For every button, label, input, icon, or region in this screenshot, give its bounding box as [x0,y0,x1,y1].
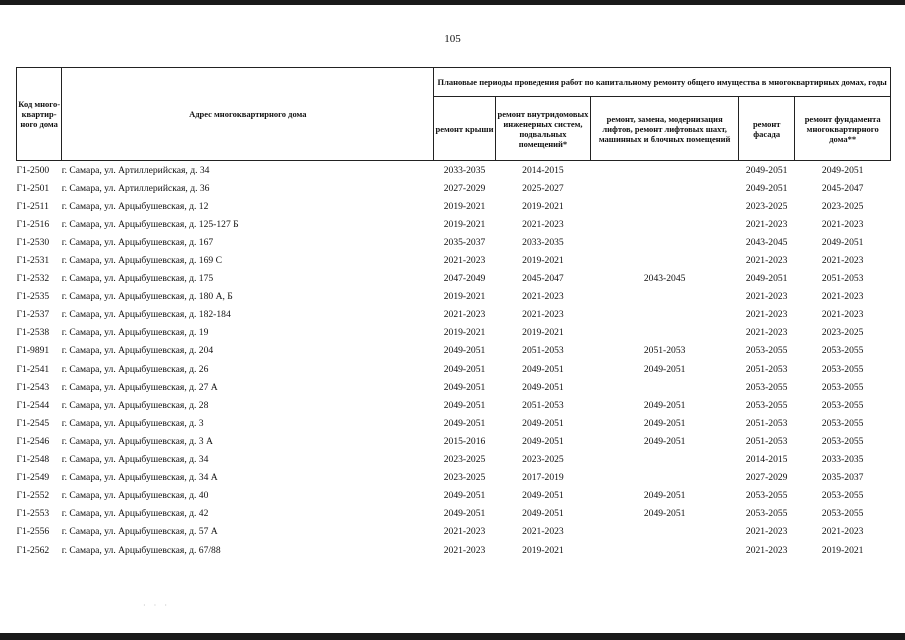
row-lifts: 2049-2051 [643,490,686,502]
table-row [17,414,891,432]
row-roof: 2019-2021 [443,291,486,303]
row-code: Г1-9891 [16,345,50,357]
row-foundation: 2053-2055 [821,381,864,393]
header-roof: ремонт крыши [434,97,495,161]
row-lifts [591,197,739,215]
row-code: Г1-2546 [16,435,50,447]
row-lifts: 2049-2051 [643,363,686,375]
table-row [17,378,891,396]
row-foundation: 2053-2055 [821,490,864,502]
row-roof: 2049-2051 [443,508,486,520]
header-lifts: ремонт, замена, модернизация лифтов, ремонт лифтовых шахт, машинных и блочных помещений [591,97,739,161]
row-facade: 2027-2029 [745,472,788,484]
row-facade: 2043-2045 [745,236,788,248]
row-code: Г1-2531 [16,255,50,267]
row-roof: 2049-2051 [443,381,486,393]
row-roof: 2015-2016 [443,435,486,447]
row-lifts [591,179,739,197]
row-lifts: 2049-2051 [643,417,686,429]
row-roof: 2023-2025 [443,472,486,484]
row-address: г. Самара, ул. Артиллерийская, д. 36 [61,182,210,194]
row-address: г. Самара, ул. Арцыбушевская, д. 26 [61,363,209,375]
row-systems: 2021-2023 [522,291,564,303]
row-facade: 2014-2015 [745,454,788,466]
row-systems: 2023-2025 [522,454,564,466]
row-roof: 2049-2051 [443,363,486,375]
row-systems: 2049-2051 [522,435,564,447]
row-code: Г1-2535 [16,291,50,303]
table-row [17,469,891,487]
row-systems: 2021-2023 [522,309,564,321]
row-systems: 2049-2051 [522,363,564,375]
row-address: г. Самара, ул. Арцыбушевская, д. 169 С [61,255,222,267]
row-systems: 2019-2021 [522,255,564,267]
row-facade: 2051-2053 [745,363,788,375]
row-code: Г1-2552 [16,490,50,502]
table-row [17,161,891,180]
row-code: Г1-2530 [16,236,50,248]
table-row [17,396,891,414]
row-code: Г1-2511 [16,200,49,212]
row-code: Г1-2532 [16,273,50,285]
row-roof: 2049-2051 [443,417,486,429]
table-row [17,215,891,233]
row-foundation: 2053-2055 [821,345,864,357]
row-lifts [591,251,739,269]
row-foundation: 2023-2025 [821,200,864,212]
row-foundation: 2053-2055 [821,435,864,447]
header-periods: Плановые периоды проведения работ по капитальному ремонту общего имущества в многоквартирных домах, годы [434,68,891,97]
row-facade: 2049-2051 [745,182,788,194]
table-row [17,523,891,541]
table-row [17,432,891,450]
header-systems: ремонт внутридомовых инженерных систем, подвальных помещений* [495,97,591,161]
row-facade: 2021-2023 [745,526,788,538]
row-roof: 2021-2023 [443,309,486,321]
row-foundation: 2023-2025 [821,327,864,339]
row-code: Г1-2500 [17,161,62,180]
row-facade: 2053-2055 [745,399,788,411]
table-row [17,541,891,559]
row-code: Г1-2545 [16,417,50,429]
row-address: г. Самара, ул. Арцыбушевская, д. 175 [61,273,214,285]
row-foundation: 2053-2055 [821,417,864,429]
row-roof: 2033-2035 [434,161,495,180]
row-address: г. Самара, ул. Арцыбушевская, д. 34 А [61,472,218,484]
row-foundation: 2045-2047 [821,182,864,194]
row-facade: 2051-2053 [745,435,788,447]
row-foundation: 2021-2023 [821,255,864,267]
row-code: Г1-2537 [16,309,50,321]
row-roof: 2023-2025 [443,454,486,466]
row-address: г. Самара, ул. Арцыбушевская, д. 34 [61,454,209,466]
row-lifts: 2049-2051 [643,508,686,520]
row-facade: 2051-2053 [745,417,788,429]
row-address: г. Самара, ул. Арцыбушевская, д. 3 [61,417,204,429]
table-row [17,451,891,469]
row-address: г. Самара, ул. Арцыбушевская, д. 182-184 [61,309,231,321]
row-code: Г1-2548 [16,454,50,466]
row-lifts [591,215,739,233]
row-address: г. Самара, ул. Арцыбушевская, д. 3 А [61,435,213,447]
row-lifts [591,233,739,251]
row-roof: 2019-2021 [443,200,486,212]
row-systems: 2049-2051 [522,490,564,502]
table-row [17,270,891,288]
row-roof: 2019-2021 [443,327,486,339]
row-foundation: 2035-2037 [821,472,864,484]
row-systems: 2019-2021 [522,327,564,339]
row-foundation: 2021-2023 [821,526,864,538]
row-systems: 2045-2047 [522,273,564,285]
row-address: г. Самара, ул. Арцыбушевская, д. 167 [61,236,214,248]
row-address: г. Самара, ул. Арцыбушевская, д. 67/88 [61,544,221,556]
page-number: 105 [444,33,461,45]
row-address: г. Самара, ул. Арцыбушевская, д. 12 [61,200,209,212]
row-address: г. Самара, ул. Арцыбушевская, д. 57 А [61,526,218,538]
row-lifts [591,469,739,487]
row-address: г. Самара, ул. Арцыбушевская, д. 204 [61,345,214,357]
row-address: г. Самара, ул. Артиллерийская, д. 34 [62,161,434,180]
row-facade: 2053-2055 [745,490,788,502]
row-lifts: 2049-2051 [643,399,686,411]
scan-bottom-border [0,633,905,640]
row-facade: 2021-2023 [745,544,788,556]
row-roof: 2049-2051 [443,490,486,502]
row-facade: 2053-2055 [745,508,788,520]
row-systems: 2049-2051 [522,508,564,520]
row-code: Г1-2501 [16,182,50,194]
row-lifts [591,523,739,541]
row-address: г. Самара, ул. Арцыбушевская, д. 40 [61,490,209,502]
row-roof: 2049-2051 [443,399,486,411]
row-address: г. Самара, ул. Арцыбушевская, д. 125-127 Б [61,218,239,230]
row-code: Г1-2544 [16,399,50,411]
row-code: Г1-2562 [16,544,50,556]
header-foundation: ремонт фундамента многоквартирного дома** [795,97,891,161]
row-systems: 2051-2053 [522,345,564,357]
row-systems: 2025-2027 [522,182,564,194]
row-facade: 2021-2023 [745,309,788,321]
table-body [17,161,891,560]
row-foundation: 2019-2021 [821,544,864,556]
row-facade: 2049-2051 [739,161,795,180]
row-lifts [591,451,739,469]
header-facade: ремонт фасада [739,97,795,161]
row-lifts [591,324,739,342]
row-facade: 2021-2023 [745,218,788,230]
row-roof: 2035-2037 [443,236,486,248]
header-address: Адрес многоквартирного дома [62,68,434,161]
table-row [17,342,891,360]
row-address: г. Самара, ул. Арцыбушевская, д. 27 А [61,381,218,393]
row-foundation: 2049-2051 [795,161,891,180]
row-roof: 2021-2023 [443,526,486,538]
row-foundation: 2021-2023 [821,309,864,321]
row-foundation: 2021-2023 [821,218,864,230]
table-row [17,360,891,378]
row-lifts [591,306,739,324]
row-code: Г1-2553 [16,508,50,520]
table-row [17,179,891,197]
row-lifts [591,161,739,180]
row-facade: 2021-2023 [745,327,788,339]
row-roof: 2021-2023 [443,255,486,267]
row-roof: 2019-2021 [443,218,486,230]
table-row [17,505,891,523]
row-roof: 2047-2049 [443,273,486,285]
table-row [17,233,891,251]
row-lifts: 2043-2045 [643,273,686,285]
row-facade: 2021-2023 [745,255,788,267]
row-roof: 2049-2051 [443,345,486,357]
table-row [17,197,891,215]
row-foundation: 2051-2053 [821,273,864,285]
row-address: г. Самара, ул. Арцыбушевская, д. 42 [61,508,209,520]
row-foundation: 2049-2051 [821,236,864,248]
row-facade: 2053-2055 [745,381,788,393]
header-code: Код много-квартир-ного дома [17,68,62,161]
row-systems: 2049-2051 [522,381,564,393]
row-foundation: 2053-2055 [821,399,864,411]
row-lifts: 2051-2053 [643,345,686,357]
row-code: Г1-2516 [16,218,50,230]
row-systems: 2021-2023 [522,526,564,538]
row-lifts [591,378,739,396]
row-code: Г1-2549 [16,472,50,484]
row-address: г. Самара, ул. Арцыбушевская, д. 19 [61,327,209,339]
table-row [17,306,891,324]
row-systems: 2049-2051 [522,417,564,429]
row-foundation: 2033-2035 [821,454,864,466]
row-systems: 2019-2021 [522,544,564,556]
row-facade: 2053-2055 [745,345,788,357]
row-systems: 2017-2019 [522,472,564,484]
row-facade: 2049-2051 [745,273,788,285]
row-foundation: 2053-2055 [821,508,864,520]
row-systems: 2019-2021 [522,200,564,212]
row-facade: 2021-2023 [745,291,788,303]
row-address: г. Самара, ул. Арцыбушевская, д. 180 А, Б [61,291,233,303]
row-lifts [591,288,739,306]
row-code: Г1-2541 [16,363,50,375]
row-code: Г1-2543 [16,381,50,393]
row-code: Г1-2556 [16,526,50,538]
row-facade: 2023-2025 [745,200,788,212]
row-roof: 2027-2029 [443,182,486,194]
row-code: Г1-2538 [16,327,50,339]
table-row [17,288,891,306]
table-row [17,324,891,342]
scan-top-border [0,0,905,5]
row-systems: 2033-2035 [522,236,564,248]
row-foundation: 2021-2023 [821,291,864,303]
row-lifts [591,541,739,559]
repair-schedule-table [16,67,891,559]
table-row [17,487,891,505]
row-lifts: 2049-2051 [643,435,686,447]
row-address: г. Самара, ул. Арцыбушевская, д. 28 [61,399,209,411]
row-systems: 2014-2015 [495,161,591,180]
row-foundation: 2053-2055 [821,363,864,375]
table-row [17,251,891,269]
row-roof: 2021-2023 [443,544,486,556]
scan-artifact: · · · [143,601,170,610]
row-systems: 2021-2023 [522,218,564,230]
row-systems: 2051-2053 [522,399,564,411]
